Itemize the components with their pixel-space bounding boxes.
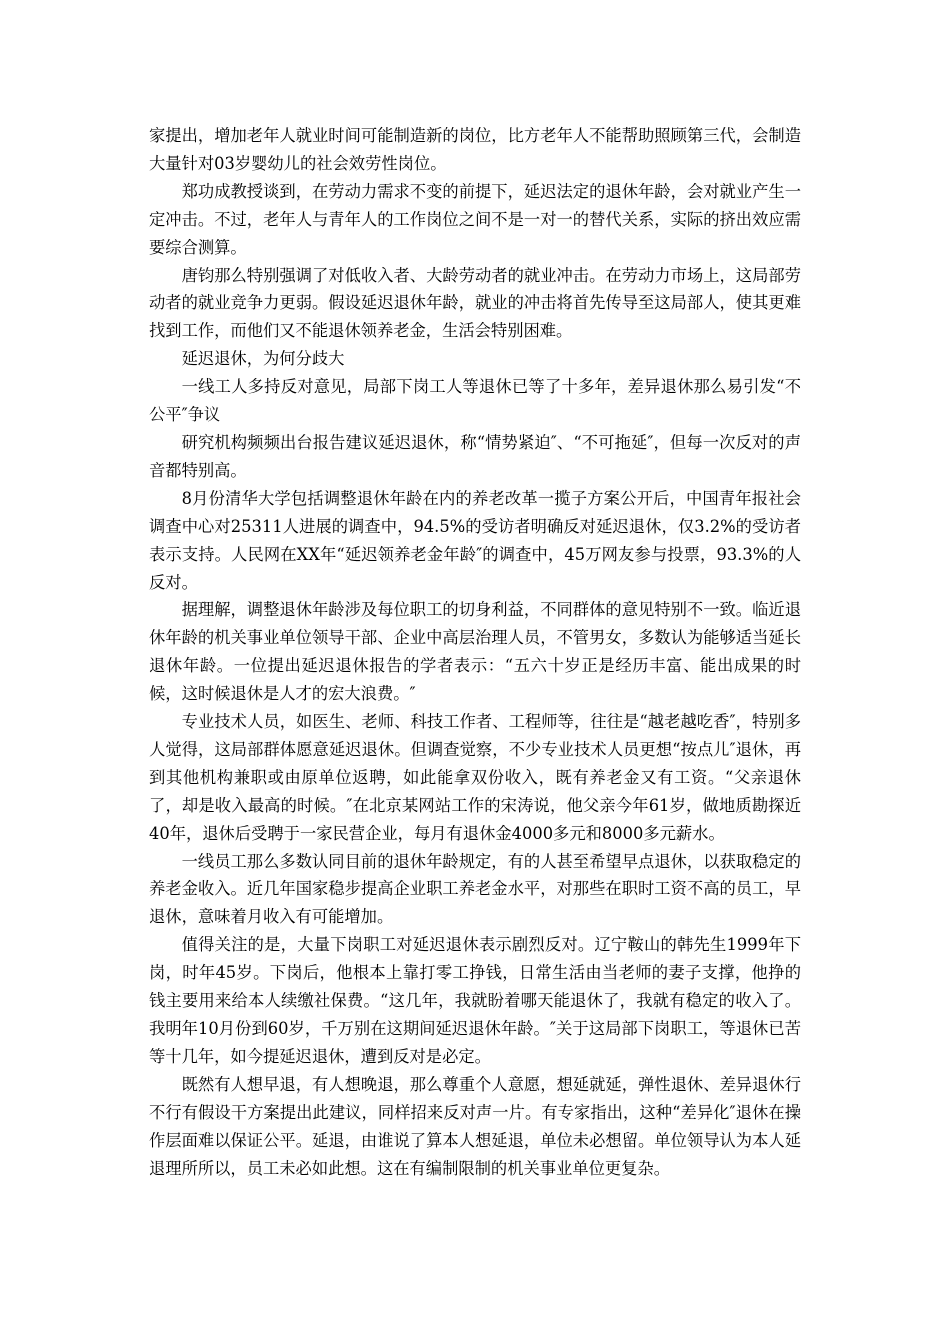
document-body <box>149 122 801 1182</box>
paragraph: 8月份清华大学包括调整退休年龄在内的养老改革一揽子方案公开后，中国青年报社会调查中心对25311人进展的调查中，94.5%的受访者明确反对延迟退休，仅3.2%的受访者表示支持。人民网在XX年“延迟领养老金年龄″的调查中，45万网友参与投票，93.3%的人反对。 <box>149 488 801 592</box>
paragraph: 郑功成教授谈到，在劳动力需求不变的前提下，延迟法定的退休年龄，会对就业产生一定冲击。不过，老年人与青年人的工作岗位之间不是一对一的替代关系，实际的挤出效应需要综合测算。 <box>149 181 801 257</box>
paragraph: 一线员工那么多数认同目前的退休年龄规定，有的人甚至希望早点退休，以获取稳定的养老金收入。近几年国家稳步提高企业职工养老金水平，对那些在职时工资不高的员工，早退休，意味着月收入有可能增加。 <box>149 851 801 927</box>
paragraph: 专业技术人员，如医生、老师、科技工作者、工程师等，往往是“越老越吃香″，特别多人觉得，这局部群体愿意延迟退休。但调查觉察，不少专业技术人员更想“按点儿″退休，再到其他机构兼职或由原单位返聘，如此能拿双份收入，既有养老金又有工资。“父亲退休了，却是收入最高的时候。″在北京某网站工作的宋涛说，他父亲今年61岁，做地质勘探近40年，退休后受聘于一家民营企业，每月有退休金4000多元和8000多元薪水。 <box>149 712 801 843</box>
paragraph: 既然有人想早退，有人想晚退，那么尊重个人意愿，想延就延，弹性退休、差异退休行不行有假设干方案提出此建议，同样招来反对声一片。有专家指出，这种“差异化″退休在操作层面难以保证公平。延退，由谁说了算本人想延退，单位未必想留。单位领导认为本人延退理所所以，员工未必如此想。这在有编制限制的机关事业单位更复杂。 <box>149 1074 801 1178</box>
paragraph: 研究机构频频出台报告建议延迟退休，称“情势紧迫″、“不可拖延″，但每一次反对的声音都特别高。 <box>149 432 801 480</box>
paragraph: 值得关注的是，大量下岗职工对延迟退休表示剧烈反对。辽宁鞍山的韩先生1999年下岗，时年45岁。下岗后，他根本上靠打零工挣钱，日常生活由当老师的妻子支撑，他挣的钱主要用来给本人续缴社保费。“这几年，我就盼着哪天能退休了，我就有稳定的收入了。我明年10月份到60岁，千万别在这期间延迟退休年龄。″关于这局部下岗职工，等退休已苦等十几年，如今提延迟退休，遭到反对是必定。 <box>149 935 801 1066</box>
section-subheading: 一线工人多持反对意见，局部下岗工人等退休已等了十多年，差异退休那么易引发“不公平″争议 <box>149 377 801 425</box>
paragraph: 唐钧那么特别强调了对低收入者、大龄劳动者的就业冲击。在劳动力市场上，这局部劳动者的就业竞争力更弱。假设延迟退休年龄，就业的冲击将首先传导至这局部人，使其更难找到工作，而他们又不能退休领养老金，生活会特别困难。 <box>149 265 801 341</box>
section-heading: 延迟退休，为何分歧大 <box>181 349 345 369</box>
paragraph: 家提出，增加老年人就业时间可能制造新的岗位，比方老年人不能帮助照顾第三代，会制造大量针对03岁婴幼儿的社会效劳性岗位。 <box>149 126 801 173</box>
paragraph: 据理解，调整退休年龄涉及每位职工的切身利益，不同群体的意见特别不一致。临近退休年龄的机关事业单位领导干部、企业中高层治理人员，不管男女，多数认为能够适当延长退休年龄。一位提出延迟退休报告的学者表示：“五六十岁正是经历丰富、能出成果的时候，这时候退休是人才的宏大浪费。″ <box>149 600 801 704</box>
